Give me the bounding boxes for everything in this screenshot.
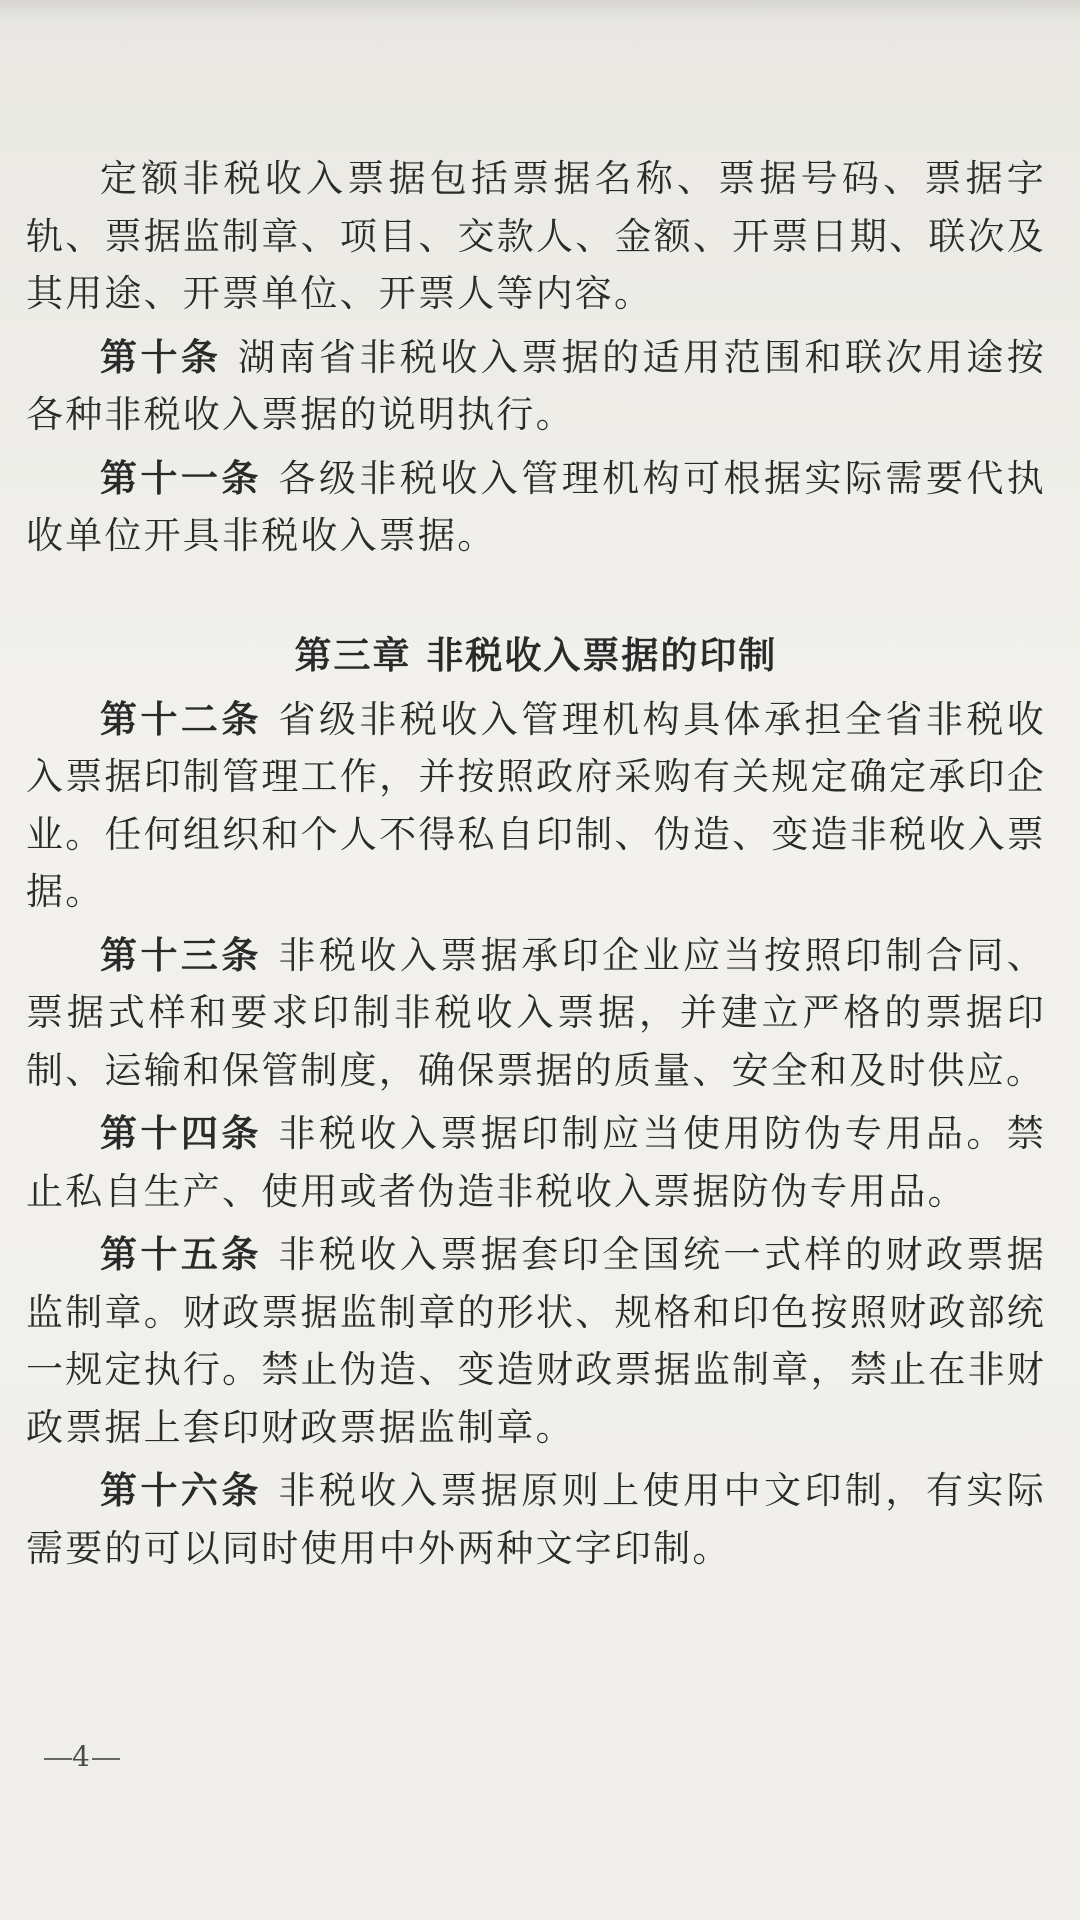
paragraph-text: 定额非税收入票据包括票据名称、票据号码、票据字轨、票据监制章、项目、交款人、金额、开票日期、联次及其用途、开票单位、开票人等内容。: [26, 157, 1046, 315]
article-text: 非税收入票据承印企业应当按照印制合同、票据式样和要求印制非税收入票据，并建立严格的票据印制、运输和保管制度，确保票据的质量、安全和及时供应。: [26, 933, 1046, 1092]
page-number: [44, 1740, 120, 1773]
page-content: [26, 150, 1046, 1577]
chapter-title: 第三章 非税收入票据的印制: [294, 632, 778, 677]
paragraph-fixed-amount-contents: [26, 150, 1046, 323]
page-top-shadow: [0, 0, 1080, 24]
article-12: [26, 691, 1046, 921]
article-text: 湖南省非税收入票据的适用范围和联次用途按各种非税收入票据的说明执行。: [26, 335, 1046, 436]
article-10: [26, 329, 1046, 444]
article-text: 非税收入票据原则上使用中文印制，有实际需要的可以同时使用中外两种文字印制。: [26, 1469, 1046, 1570]
article-text: 非税收入票据印制应当使用防伪专用品。禁止私自生产、使用或者伪造非税收入票据防伪专用品。: [26, 1112, 1046, 1213]
article-label: 第十条: [100, 334, 222, 379]
article-label: 第十六条: [100, 1468, 262, 1512]
article-label: 第十四条: [100, 1111, 262, 1155]
article-label: 第十一条: [100, 455, 262, 500]
article-text: 非税收入票据套印全国统一式样的财政票据监制章。财政票据监制章的形状、规格和印色按照财政部统一规定执行。禁止伪造、变造财政票据监制章，禁止在非财政票据上套印财政票据监制章。: [26, 1233, 1046, 1449]
article-13: [26, 927, 1046, 1100]
article-label: 第十三条: [100, 932, 262, 977]
page-number-right-dash: [92, 1758, 120, 1760]
page-number-value: 4: [72, 1740, 92, 1773]
article-text: 各级非税收入管理机构可根据实际需要代执收单位开具非税收入票据。: [26, 456, 1046, 557]
article-15: [26, 1226, 1046, 1456]
article-14: [26, 1105, 1046, 1220]
article-label: 第十五条: [100, 1232, 262, 1276]
article-16: [26, 1462, 1046, 1577]
page-number-left-dash: [44, 1758, 72, 1760]
article-label: 第十二条: [100, 696, 262, 741]
article-text: 省级非税收入管理机构具体承担全省非税收入票据印制管理工作，并按照政府采购有关规定确定承印企业。任何组织和个人不得私自印制、伪造、变造非税收入票据。: [26, 697, 1046, 913]
article-11: [26, 450, 1046, 565]
